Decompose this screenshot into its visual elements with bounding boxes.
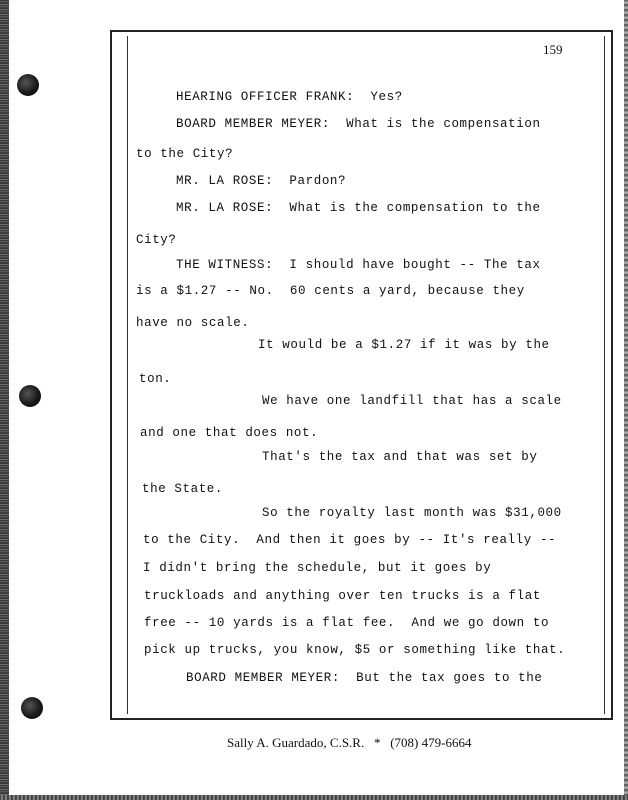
transcript-line: BOARD MEMBER MEYER: But the tax goes to the — [186, 671, 543, 685]
transcript-line: ton. — [139, 372, 172, 386]
transcript-line: So the royalty last month was $31,000 — [262, 506, 562, 520]
transcript-line: the State. — [142, 482, 224, 496]
transcript-line: BOARD MEMBER MEYER: What is the compensation — [176, 117, 541, 131]
court-reporter-footer: Sally A. Guardado, C.S.R. * (708) 479-6664 — [227, 735, 472, 750]
scan-bottom-edge — [0, 795, 628, 800]
transcript-line: pick up trucks, you know, $5 or something like that. — [144, 643, 566, 657]
transcript-line: have no scale. — [136, 316, 250, 330]
scan-right-edge — [624, 0, 628, 800]
transcript-line: City? — [136, 233, 177, 247]
transcript-line: to the City? — [136, 147, 234, 161]
page-number: 159 — [543, 42, 563, 57]
transcript-line: THE WITNESS: I should have bought -- The tax — [176, 258, 541, 272]
transcript-line: truckloads and anything over ten trucks is a flat — [144, 589, 541, 603]
punch-hole-bottom — [21, 697, 43, 719]
transcript-line: MR. LA ROSE: Pardon? — [176, 174, 347, 188]
transcript-line: is a $1.27 -- No. 60 cents a yard, because they — [136, 284, 525, 298]
transcript-line: HEARING OFFICER FRANK: Yes? — [176, 90, 403, 104]
transcript-line: free -- 10 yards is a flat fee. And we go down to — [144, 616, 550, 630]
page-border-inner — [127, 36, 605, 714]
scan-left-edge — [0, 0, 9, 800]
transcript-line: MR. LA ROSE: What is the compensation to the — [176, 201, 541, 215]
transcript-line: We have one landfill that has a scale — [262, 394, 562, 408]
transcript-line: to the City. And then it goes by -- It's really -- — [143, 533, 557, 547]
transcript-line: That's the tax and that was set by — [262, 450, 538, 464]
transcript-line: It would be a $1.27 if it was by the — [258, 338, 550, 352]
transcript-line: I didn't bring the schedule, but it goes by — [143, 561, 492, 575]
transcript-line: and one that does not. — [140, 426, 319, 440]
punch-hole-top — [17, 74, 39, 96]
punch-hole-middle — [19, 385, 41, 407]
